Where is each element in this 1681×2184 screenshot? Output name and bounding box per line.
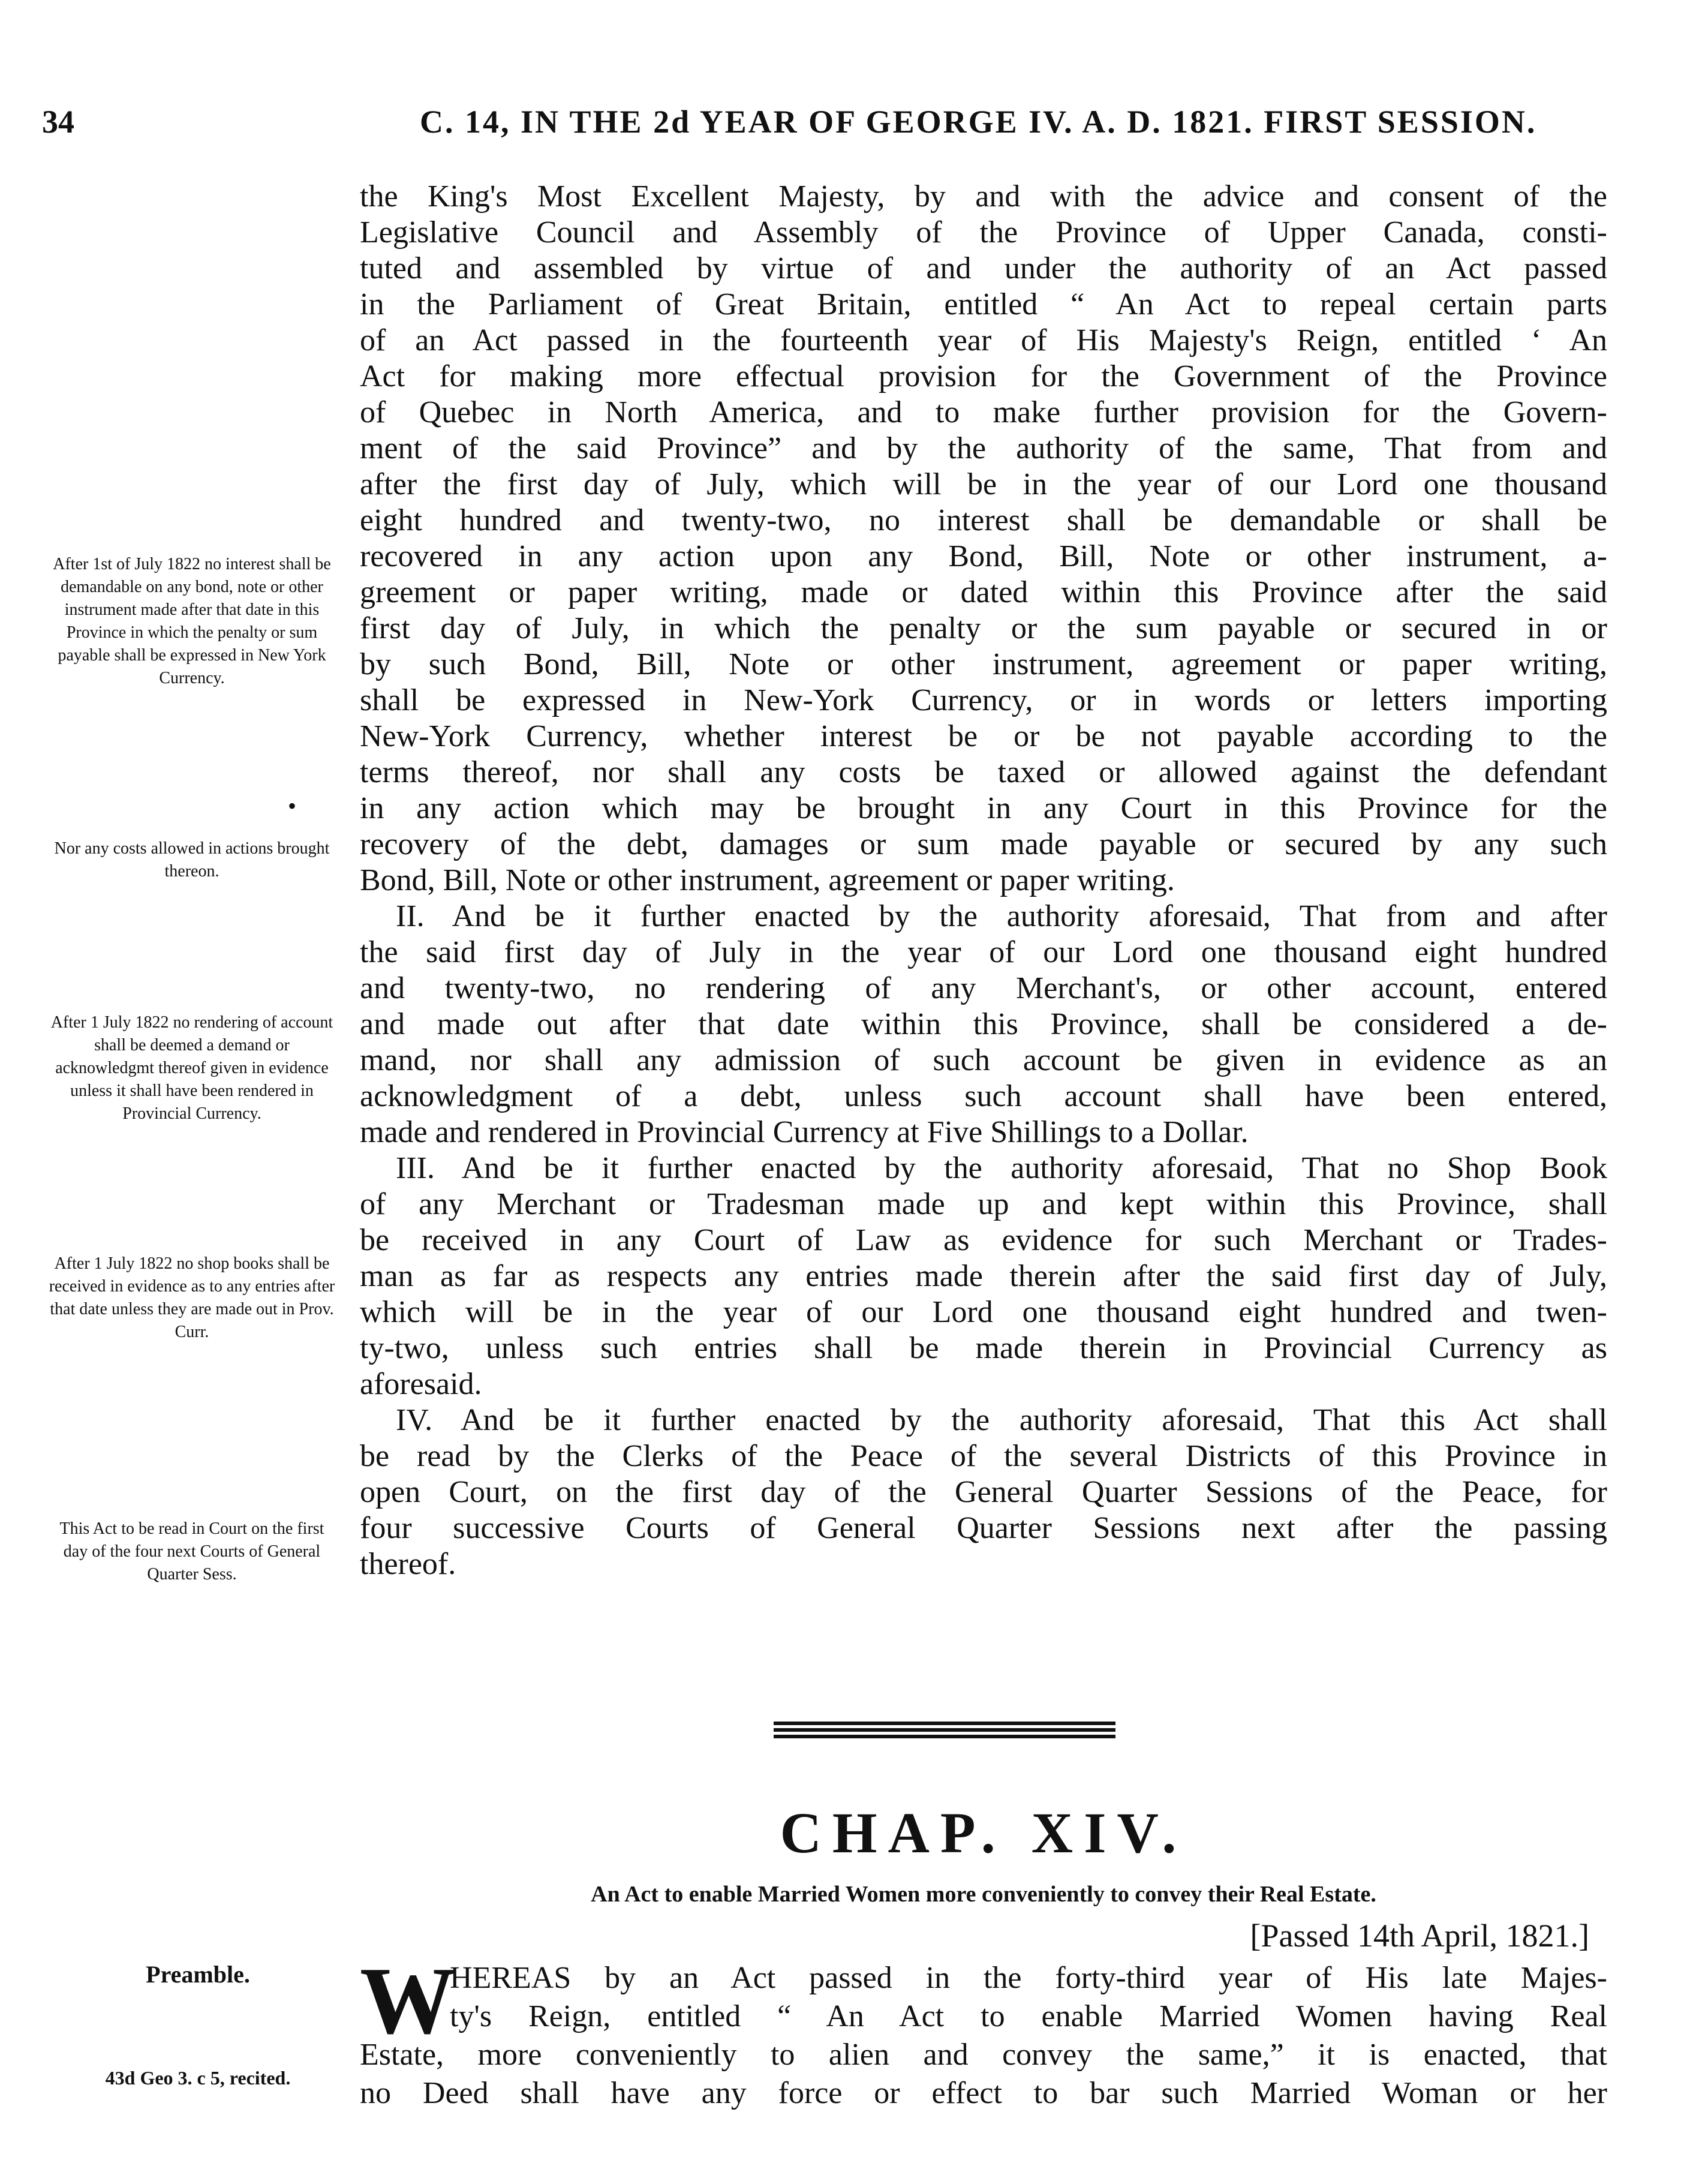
text-line: IV. And be it further enacted by the authority aforesaid, That this Act shall bbox=[396, 1403, 1607, 1437]
text-line: Bond, Bill, Note or other instrument, agreement or paper writing. bbox=[360, 863, 1175, 897]
preamble-line: Estate, more conveniently to alien and convey the same,” it is enacted, that bbox=[360, 2038, 1607, 2072]
citation-note: 43d Geo 3. c 5, recited. bbox=[105, 2067, 291, 2089]
text-line: four successive Courts of General Quarter Sessions next after the passing bbox=[360, 1511, 1607, 1545]
bullet-mark: • bbox=[288, 792, 297, 819]
passed-date: [Passed 14th April, 1821.] bbox=[1250, 1918, 1589, 1954]
running-head: C. 14, IN THE 2d YEAR OF GEORGE IV. A. D. 1821. FIRST SESSION. bbox=[420, 104, 1537, 140]
text-line: man as far as respects any entries made therein after the said first day of July, bbox=[360, 1259, 1607, 1293]
preamble-line: no Deed shall have any force or effect to bar such Married Woman or her bbox=[360, 2076, 1607, 2110]
text-line: III. And be it further enacted by the authority aforesaid, That no Shop Book bbox=[396, 1151, 1607, 1185]
marginal-note: After 1 July 1822 no rendering of account shall be deemed a demand or acknowledgmt thereof given in evidence unless it shall have been rendered in Provincial Currency. bbox=[50, 1013, 333, 1123]
text-line: after the first day of July, which will be in the year of our Lord one thousand bbox=[360, 467, 1607, 501]
text-line: and made out after that date within this Province, shall be considered a de- bbox=[360, 1007, 1607, 1041]
text-line: aforesaid. bbox=[360, 1367, 482, 1401]
marginal-note: After 1 July 1822 no shop books shall be received in evidence as to any entries after that date unless they are made out in Prov. Curr. bbox=[49, 1254, 335, 1341]
text-line: of any Merchant or Tradesman made up and kept within this Province, shall bbox=[360, 1187, 1607, 1221]
text-line: Act for making more effectual provision for the Government of the Province bbox=[360, 359, 1607, 393]
text-line: ment of the said Province” and by the authority of the same, That from and bbox=[360, 431, 1607, 465]
text-line: and twenty-two, no rendering of any Merchant's, or other account, entered bbox=[360, 971, 1607, 1005]
text-line: shall be expressed in New-York Currency, or in words or letters importing bbox=[360, 683, 1607, 717]
text-line: acknowledgment of a debt, unless such account shall have been entered, bbox=[360, 1079, 1607, 1113]
text-line: in any action which may be brought in any Court in this Province for the bbox=[360, 791, 1607, 825]
text-line: which will be in the year of our Lord one thousand eight hundred and twen- bbox=[360, 1295, 1607, 1329]
text-line: first day of July, in which the penalty or the sum payable or secured in or bbox=[360, 611, 1607, 645]
text-line: in the Parliament of Great Britain, entitled “ An Act to repeal certain parts bbox=[360, 287, 1607, 322]
text-line: recovered in any action upon any Bond, Bill, Note or other instrument, a- bbox=[360, 539, 1607, 573]
text-line: recovery of the debt, damages or sum made payable or secured by any such bbox=[360, 827, 1607, 861]
marginal-note: Nor any costs allowed in actions brought thereon. bbox=[54, 839, 330, 881]
chapter-title: CHAP. XIV. bbox=[780, 1801, 1187, 1865]
text-line: of an Act passed in the fourteenth year of His Majesty's Reign, entitled ‘ An bbox=[360, 323, 1607, 358]
text-line: mand, nor shall any admission of such account be given in evidence as an bbox=[360, 1043, 1607, 1077]
drop-cap: W bbox=[360, 1947, 456, 2054]
text-line: tuted and assembled by virtue of and under the authority of an Act passed bbox=[360, 251, 1607, 286]
text-line: made and rendered in Provincial Currency at Five Shillings to a Dollar. bbox=[360, 1115, 1249, 1149]
preamble-line: HEREAS by an Act passed in the forty-third year of His late Majes- bbox=[450, 1961, 1607, 1995]
text-line: greement or paper writing, made or dated within this Province after the said bbox=[360, 575, 1607, 609]
text-line: thereof. bbox=[360, 1547, 456, 1581]
text-line: be received in any Court of Law as evidence for such Merchant or Trades- bbox=[360, 1223, 1607, 1257]
text-line: ty-two, unless such entries shall be made therein in Provincial Currency as bbox=[360, 1331, 1607, 1365]
text-line: the King's Most Excellent Majesty, by and with the advice and consent of the bbox=[360, 179, 1607, 214]
text-line: Legislative Council and Assembly of the Province of Upper Canada, consti- bbox=[360, 215, 1607, 250]
section-rule bbox=[774, 1722, 1115, 1741]
text-line: by such Bond, Bill, Note or other instrument, agreement or paper writing, bbox=[360, 647, 1607, 681]
text-line: the said first day of July in the year of our Lord one thousand eight hundred bbox=[360, 935, 1607, 969]
preamble-label: Preamble. bbox=[146, 1961, 250, 1988]
chapter-description: An Act to enable Married Women more conveniently to convey their Real Estate. bbox=[591, 1882, 1376, 1907]
text-line: be read by the Clerks of the Peace of the several Districts of this Province in bbox=[360, 1439, 1607, 1473]
text-line: terms thereof, nor shall any costs be taxed or allowed against the defendant bbox=[360, 755, 1607, 789]
marginal-note: This Act to be read in Court on the first day of the four next Courts of General Quarter Sess. bbox=[59, 1519, 324, 1584]
text-line: New-York Currency, whether interest be or be not payable according to the bbox=[360, 719, 1607, 753]
text-line: open Court, on the first day of the General Quarter Sessions of the Peace, for bbox=[360, 1475, 1607, 1509]
text-line: of Quebec in North America, and to make further provision for the Govern- bbox=[360, 395, 1607, 429]
page-number: 34 bbox=[42, 104, 74, 140]
preamble-line: ty's Reign, entitled “ An Act to enable Married Women having Real bbox=[450, 1999, 1607, 2033]
text-line: II. And be it further enacted by the authority aforesaid, That from and after bbox=[396, 899, 1607, 933]
text-line: eight hundred and twenty-two, no interest shall be demandable or shall be bbox=[360, 503, 1607, 537]
marginal-note: After 1st of July 1822 no interest shall be demandable on any bond, note or other instrument made after that date in this Province in which the penalty or sum payable shall be expressed in New York Currency. bbox=[53, 555, 331, 687]
